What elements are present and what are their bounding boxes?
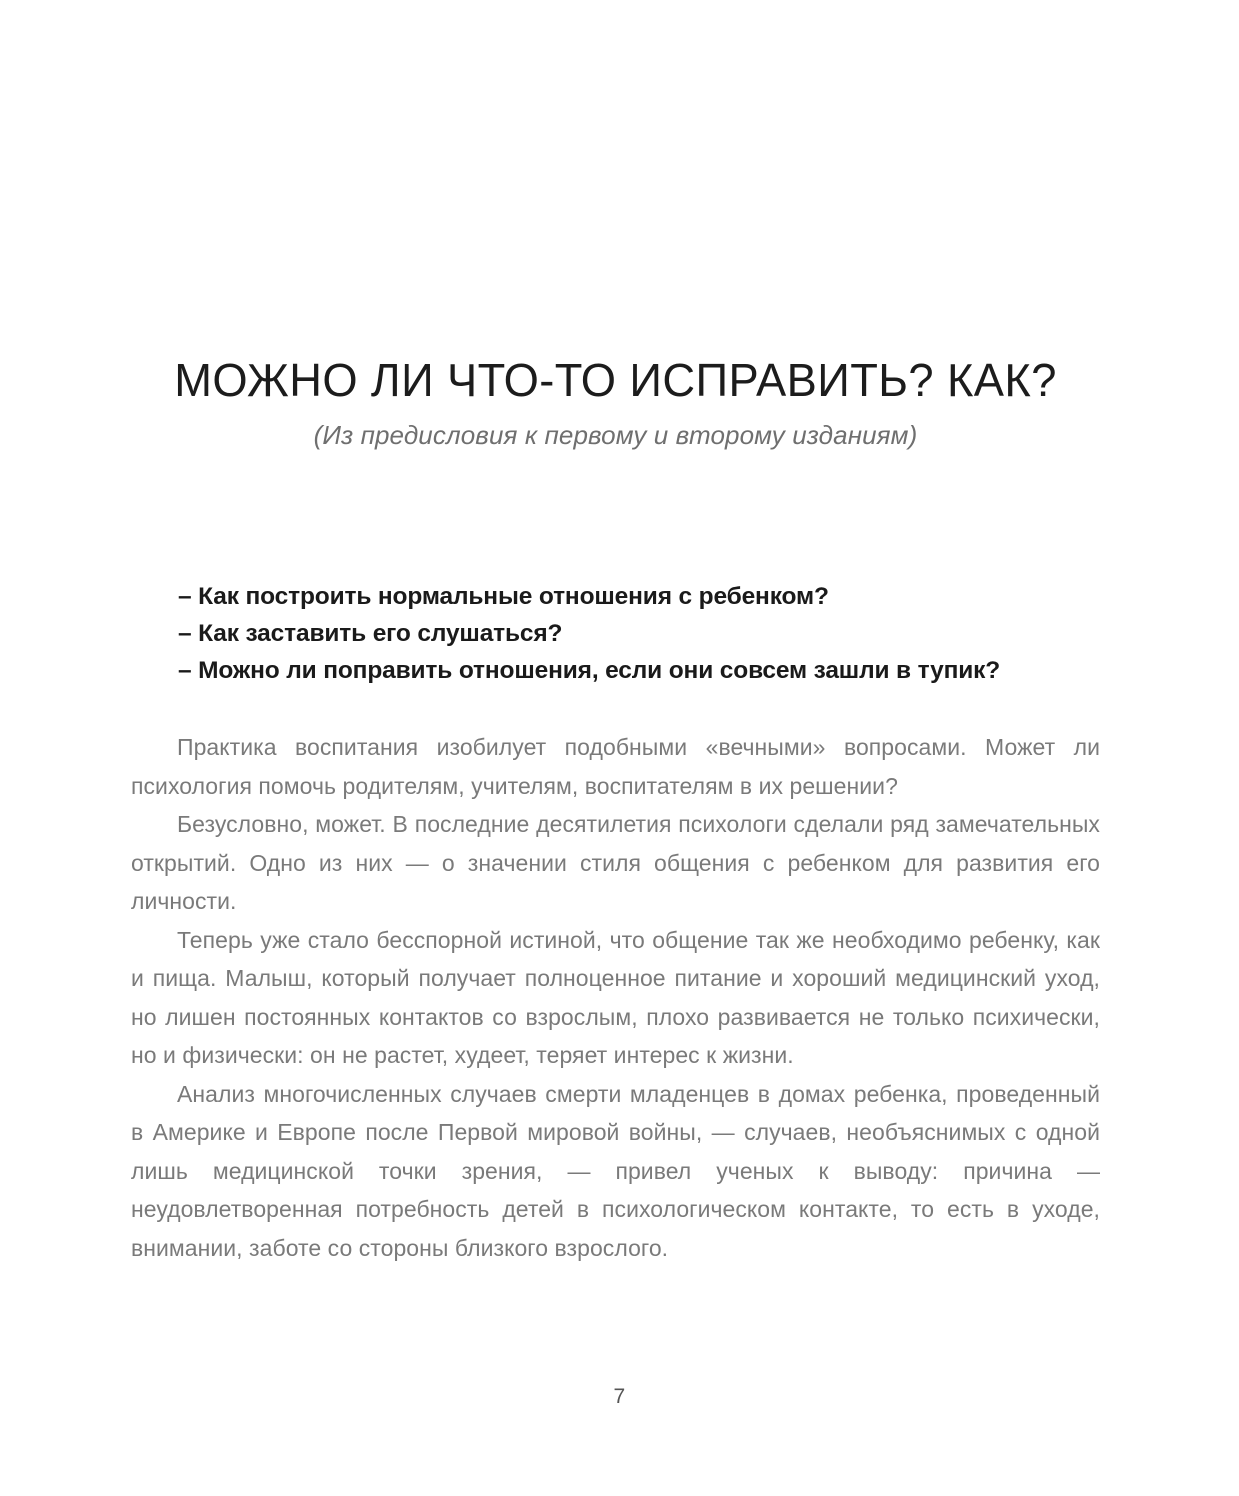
list-item: – Как построить нормальные отношения с ребенком? — [178, 583, 829, 610]
paragraph: Безусловно, может. В последние десятилетия психологи сделали ряд замечательных открытий. Одно из них — о значении стиля общения с ребенком для развития его личности. — [131, 811, 1100, 914]
page-title: МОЖНО ЛИ ЧТО-ТО ИСПРАВИТЬ? КАК? — [174, 354, 1057, 406]
body-text — [131, 728, 1100, 1267]
paragraph: Теперь уже стало бесспорной истиной, что общение так же необходимо ребенку, как и пища. Малыш, который получает полноценное питание и хороший медицинский уход, но лишен постоянных контактов со взрослым, плохо развивается не только психически, но и физически: он не растет, худеет, теряет интерес к жизни. — [131, 926, 1100, 1068]
page-number: 7 — [613, 1385, 626, 1408]
list-item: – Можно ли поправить отношения, если они совсем зашли в тупик? — [178, 657, 1001, 684]
question-list — [178, 578, 1098, 689]
paragraph: Практика воспитания изобилует подобными «вечными» вопросами. Может ли психология помочь родителям, учителям, воспитателям в их решении? — [131, 734, 1100, 799]
paragraph: Анализ многочисленных случаев смерти младенцев в домах ребенка, проведенный в Америке и Европе после Первой мировой войны, — случаев, необъяснимых с одной лишь медицинской точки зрения, — привел ученых к выводу: причина — неудовлетворенная потребность детей в психологическом контакте, то есть в уходе, внимании, заботе со стороны близкого взрослого. — [131, 1080, 1100, 1261]
chapter-subtitle: (Из предисловия к первому и второму изданиям) — [313, 419, 918, 450]
list-item: – Как заставить его слушаться? — [178, 620, 563, 647]
chapter-header — [131, 355, 1100, 451]
